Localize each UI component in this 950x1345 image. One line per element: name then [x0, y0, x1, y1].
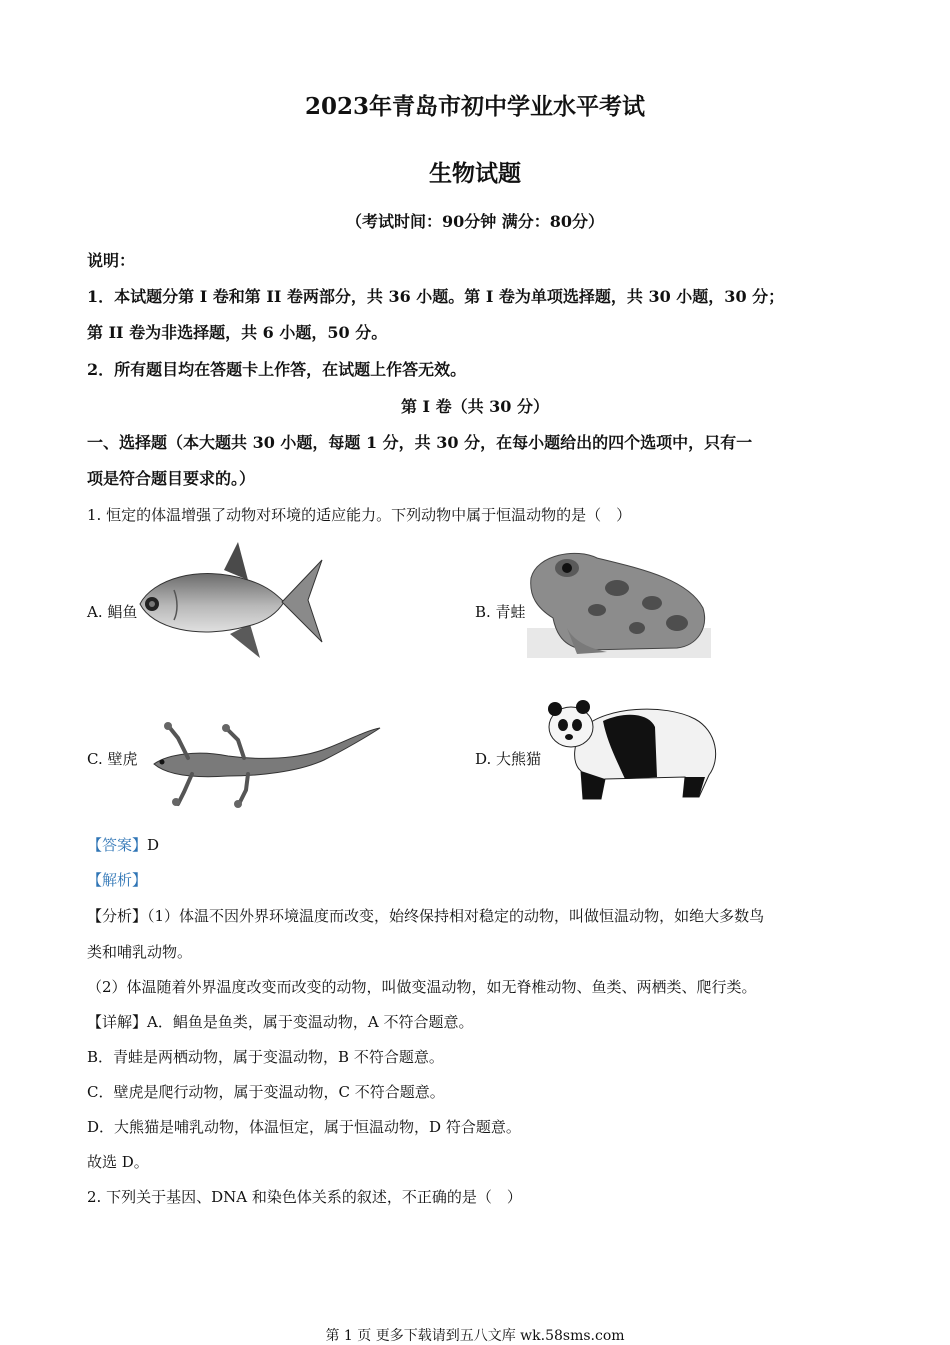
answer-tag: 【答案】: [87, 836, 148, 854]
answer-value: D: [147, 836, 160, 854]
answer-line: [87, 834, 867, 855]
analysis-line-1b: 类和哺乳动物。: [87, 943, 193, 961]
option-b-label: B. 青蛙: [475, 603, 526, 621]
analysis-line-2: （2）体温随着外界温度改变而改变的动物，叫做变温动物，如无脊椎动物、鱼类、两栖类、爬行类。: [87, 978, 757, 996]
analysis-line-1: [87, 905, 867, 926]
conclusion: 故选 D。: [87, 1153, 149, 1171]
detail-line-b: B．青蛙是两栖动物，属于变温动物，B 不符合题意。: [87, 1048, 444, 1066]
gecko-image: [148, 720, 382, 808]
notes-line-2: 第 II 卷为非选择题，共 6 小题，50 分。: [87, 323, 388, 342]
detail-head: 【详解】: [87, 1013, 148, 1031]
section-heading-2: 项是符合题目要求的。）: [87, 469, 256, 488]
detail-line-a: [87, 1011, 867, 1032]
notes-line-3: 2．所有题目均在答题卡上作答，在试题上作答无效。: [87, 360, 467, 379]
analysis-head: 【分析】: [87, 907, 148, 925]
analysis-text-1a: （1）体温不因外界环境温度而改变，始终保持相对稳定的动物，叫做恒温动物，如绝大多数鸟: [147, 907, 765, 925]
question-2-stem: 2. 下列关于基因、DNA 和染色体关系的叙述，不正确的是（ ）: [87, 1188, 522, 1206]
volume-heading: 第 I 卷（共 30 分）: [400, 397, 550, 416]
option-a-label: A. 鲳鱼: [87, 603, 138, 621]
detail-line-d: D．大熊猫是哺乳动物，体温恒定，属于恒温动物，D 符合题意。: [87, 1118, 521, 1136]
notes-line-1: 1．本试题分第 I 卷和第 II 卷两部分，共 36 小题。第 I 卷为单项选择题，共 30 小题，30 分；: [87, 287, 785, 306]
notes-heading: 说明：: [87, 251, 136, 270]
detail-text-a: A．鲳鱼是鱼类，属于变温动物，A 不符合题意。: [147, 1013, 474, 1031]
panda-image: [545, 697, 720, 803]
exam-title: 2023年青岛市初中学业水平考试: [304, 93, 645, 120]
analysis-tag: 【解析】: [87, 871, 148, 889]
frog-image: [527, 548, 711, 660]
exam-info: （考试时间：90分钟 满分：80分）: [345, 212, 605, 231]
question-1-stem: 1. 恒定的体温增强了动物对环境的适应能力。下列动物中属于恒温动物的是（ ）: [87, 506, 632, 524]
page-footer: 第 1 页 更多下载请到五八文库 wk.58sms.com: [325, 1328, 625, 1344]
option-d-label: D. 大熊猫: [475, 750, 542, 768]
fish-image: [138, 540, 324, 660]
detail-line-c: C．壁虎是爬行动物，属于变温动物，C 不符合题意。: [87, 1083, 445, 1101]
section-heading-1: 一、选择题（本大题共 30 小题，每题 1 分，共 30 分，在每小题给出的四个选项中，只有一: [87, 433, 753, 452]
option-c-label: C. 壁虎: [87, 750, 138, 768]
subject-title: 生物试题: [429, 160, 521, 187]
